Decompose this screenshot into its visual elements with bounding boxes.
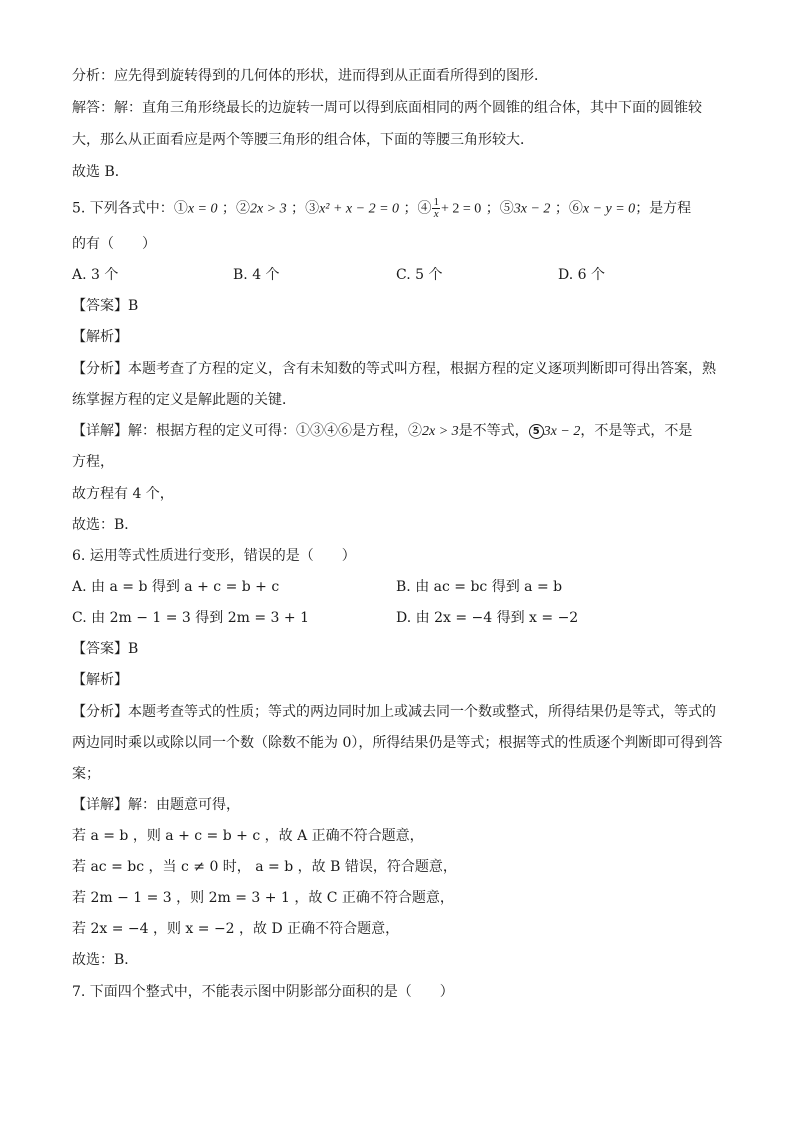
q6-analysis-line1: 【分析】本题考查等式的性质；等式的两边同时加上或减去同一个数或整式，所得结果仍是等式，等式的 [72, 704, 716, 720]
q5-expr-1: x = 0 [187, 201, 218, 217]
q5-detail-line1: 【详解】解：根据方程的定义可得：①③④⑥是方程，②2x > 3是不等式， 5 3x − 2，不是等式，不是 [72, 423, 693, 439]
circled-five-icon: 5 [529, 424, 544, 439]
q6-step-4: 若 2x = −4 ，则 x = −2 ，故 D 正确不符合题意， [72, 921, 400, 937]
q6-answer: 【答案】B [72, 641, 139, 657]
q6-jiexi: 【解析】 [72, 672, 128, 688]
q5-intro: 5. 下列各式中： [72, 200, 174, 217]
q6-step-3: 若 2m − 1 = 3 ，则 2m = 3 + 1 ，故 C 正确不符合题意， [72, 890, 454, 906]
q6-option-b: B. 由 ac = bc 得到 a = b [396, 579, 563, 595]
q5-expr-3: x² + x − 2 = 0 [319, 201, 400, 217]
q5-choice: 故选：B． [72, 517, 139, 533]
q6-detail: 【详解】解：由题意可得， [72, 797, 240, 813]
q5-analysis-line1: 【分析】本题考查了方程的定义，含有未知数的等式叫方程，根据方程的定义逐项判断即可得出答案，熟 [72, 361, 716, 377]
q5-expr-4-rest: + 2 = 0 [440, 201, 482, 217]
q5-detail-line2: 方程， [72, 454, 114, 470]
q6-option-c: C. 由 2m − 1 = 3 得到 2m = 3 + 1 [72, 610, 309, 626]
q5-stem: 5. 下列各式中：①x = 0 ；②2x > 3 ；③x² + x − 2 = 0 ；④ $\frac{1}{x}$ + 2 = 0 ；⑤3x − 2 ；⑥x − y = 0；是方程 [72, 196, 692, 220]
q6-option-a: A. 由 a = b 得到 a + c = b + c [72, 579, 280, 595]
q6-analysis-line3: 案； [72, 766, 100, 782]
q6-step-2: 若 ac = bc ，当 c ≠ 0 时， a = b ，故 B 错误，符合题意， [72, 859, 457, 875]
q5-option-a: A. 3 个 [72, 267, 119, 283]
q7-stem: 7. 下面四个整式中，不能表示图中阴影部分面积的是（ ） [72, 984, 454, 1000]
q6-option-d: D. 由 2x = −4 得到 x = −2 [396, 610, 579, 626]
q5-expr-2: 2x > 3 [249, 201, 287, 217]
q6-analysis-line2: 两边同时乘以或除以同一个数（除数不能为 0），所得结果仍是等式；根据等式的性质逐个判断即可得到答 [72, 735, 723, 751]
prev-solution-line2: 大，那么从正面看应是两个等腰三角形的组合体，下面的等腰三角形较大． [72, 132, 534, 148]
q5-option-c: C. 5 个 [396, 267, 443, 283]
q5-option-d: D. 6 个 [558, 267, 605, 283]
q5-stem-line2: 的有（ ） [72, 236, 156, 252]
q5-option-b: B. 4 个 [233, 267, 280, 283]
q5-expr-4-fraction: $\frac{1}{x}$ [433, 196, 439, 220]
q6-stem: 6. 运用等式性质进行变形，错误的是（ ） [72, 548, 356, 564]
q6-choice: 故选：B． [72, 952, 139, 968]
q5-analysis-line2: 练掌握方程的定义是解此题的关键． [72, 392, 296, 408]
prev-choice: 故选 B． [72, 164, 129, 180]
q6-step-1: 若 a = b ，则 a + c = b + c ，故 A 正确不符合题意， [72, 828, 424, 844]
q5-expr-6: x − y = 0 [582, 201, 636, 217]
prev-analysis: 分析：应先得到旋转得到的几何体的形状，进而得到从正面看所得到的图形． [72, 68, 548, 84]
q5-count: 故方程有 4 个， [72, 486, 174, 502]
prev-solution-line1: 解答：解：直角三角形绕最长的边旋转一周可以得到底面相同的两个圆锥的组合体，其中下面的圆锥较 [72, 100, 702, 116]
q5-answer: 【答案】B [72, 298, 139, 314]
q5-expr-5: 3x − 2 [513, 201, 551, 217]
q5-jiexi: 【解析】 [72, 329, 128, 345]
